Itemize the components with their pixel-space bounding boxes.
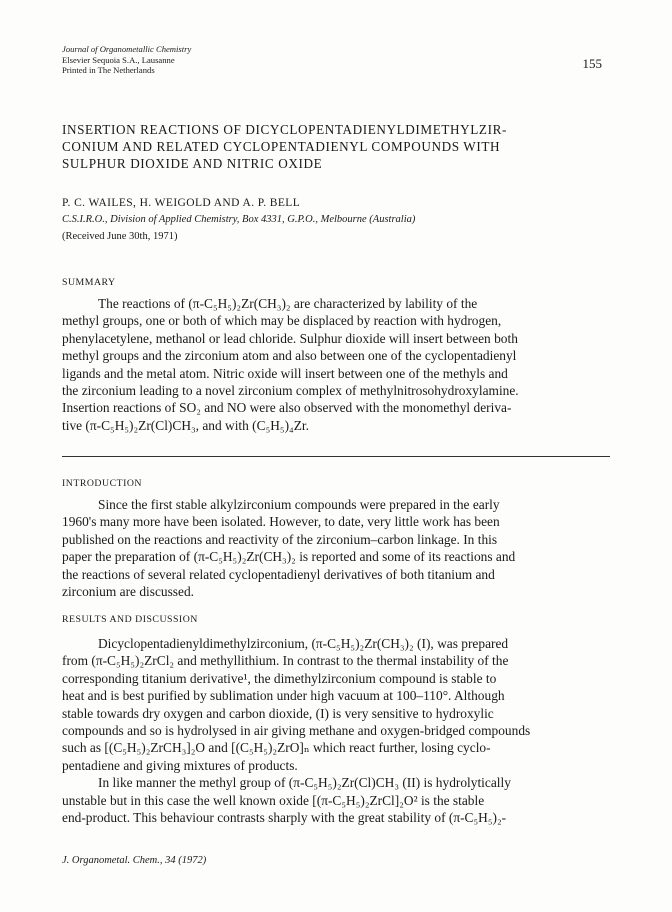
results-heading: RESULTS AND DISCUSSION xyxy=(62,614,198,625)
journal-citation-footer: J. Organometal. Chem., 34 (1972) xyxy=(62,855,207,866)
title-line: INSERTION REACTIONS OF DICYCLOPENTADIENYLDIMETHYLZIR- xyxy=(62,122,507,137)
text-line: tive (π-C₅H₅)₂Zr(Cl)CH₃, and with (C₅H₅)₄Zr. xyxy=(62,417,309,433)
summary-paragraph xyxy=(62,295,610,434)
text-line: zirconium are discussed. xyxy=(62,584,195,600)
publisher: Elsevier Sequoia S.A., Lausanne xyxy=(62,54,175,65)
text-line: compounds and so is hydrolysed in air giving methane and oxygen-bridged compounds xyxy=(62,723,531,739)
journal-name: Journal of Organometallic Chemistry xyxy=(62,44,192,54)
printed-in: Printed in The Netherlands xyxy=(62,65,155,75)
text-line: unstable but in this case the well known oxide [(π-C₅H₅)₂ZrCl]₂O² is the stable xyxy=(62,792,485,808)
text-line: end-product. This behaviour contrasts sharply with the great stability of (π-C₅H₅)₂- xyxy=(62,810,507,826)
text-line: published on the reactions and reactivity of the zirconium–carbon linkage. In this xyxy=(62,531,498,547)
text-line: the zirconium leading to a novel zirconium complex of methylnitrosohydroxylamine. xyxy=(62,383,519,399)
text-line: Insertion reactions of SO₂ and NO were also observed with the monomethyl deriva- xyxy=(62,400,512,416)
page-number: 155 xyxy=(582,56,602,71)
text-line: methyl groups and the zirconium atom and also between one of the cyclopentadienyl xyxy=(62,348,517,364)
text-line: methyl groups, one or both of which may be displaced by reaction with hydrogen, xyxy=(62,313,502,329)
authors: P. C. WAILES, H. WEIGOLD AND A. P. BELL xyxy=(62,197,301,209)
text-line: paper the preparation of (π-C₅H₅)₂Zr(CH₃)₂ is reported and some of its reactions and xyxy=(62,549,516,565)
text-line: Since the first stable alkylzirconium compounds were prepared in the early xyxy=(98,497,500,512)
text-line: such as [(C₅H₅)₂ZrCH₃]₂O and [(C₅H₅)₂ZrO]ₙ which react further, losing cyclo- xyxy=(62,740,491,756)
received-date: (Received June 30th, 1971) xyxy=(62,231,178,242)
article-title xyxy=(62,121,610,172)
title-line: CONIUM AND RELATED CYCLOPENTADIENYL COMPOUNDS WITH xyxy=(62,139,501,154)
text-line: The reactions of (π-C₅H₅)₂Zr(CH₃)₂ are characterized by lability of the xyxy=(98,296,478,311)
summary-heading: SUMMARY xyxy=(62,277,116,288)
introduction-paragraph xyxy=(62,496,610,600)
text-line: from (π-C₅H₅)₂ZrCl₂ and methyllithium. In contrast to the thermal instability of the xyxy=(62,653,509,669)
text-line: the reactions of several related cyclopentadienyl derivatives of both titanium and xyxy=(62,566,495,582)
text-line: stable towards dry oxygen and carbon dioxide, (I) is very sensitive to hydroxylic xyxy=(62,705,494,721)
text-line: phenylacetylene, methanol or lead chloride. Sulphur dioxide will insert between both xyxy=(62,330,518,346)
journal-info xyxy=(62,44,191,76)
text-line: Dicyclopentadienyldimethylzirconium, (π-C₅H₅)₂Zr(CH₃)₂ (I), was prepared xyxy=(98,636,509,651)
text-line: ligands and the metal atom. Nitric oxide will insert between one of the methyls and xyxy=(62,365,508,381)
title-line: SULPHUR DIOXIDE AND NITRIC OXIDE xyxy=(62,156,323,171)
results-paragraph xyxy=(62,635,610,826)
section-divider xyxy=(62,456,610,457)
text-line: corresponding titanium derivative¹, the dimethylzirconium compound is stable to xyxy=(62,670,497,686)
affiliation: C.S.I.R.O., Division of Applied Chemistry, Box 4331, G.P.O., Melbourne (Australia) xyxy=(62,214,416,225)
text-line: In like manner the methyl group of (π-C₅H₅)₂Zr(Cl)CH₃ (II) is hydrolytically xyxy=(98,775,511,791)
text-line: 1960's many more have been isolated. However, to date, very little work has been xyxy=(62,514,500,530)
text-line: heat and is best purified by sublimation under high vacuum at 100–110°. Although xyxy=(62,688,505,704)
text-line: pentadiene and giving mixtures of products. xyxy=(62,757,298,773)
introduction-heading: INTRODUCTION xyxy=(62,478,143,489)
